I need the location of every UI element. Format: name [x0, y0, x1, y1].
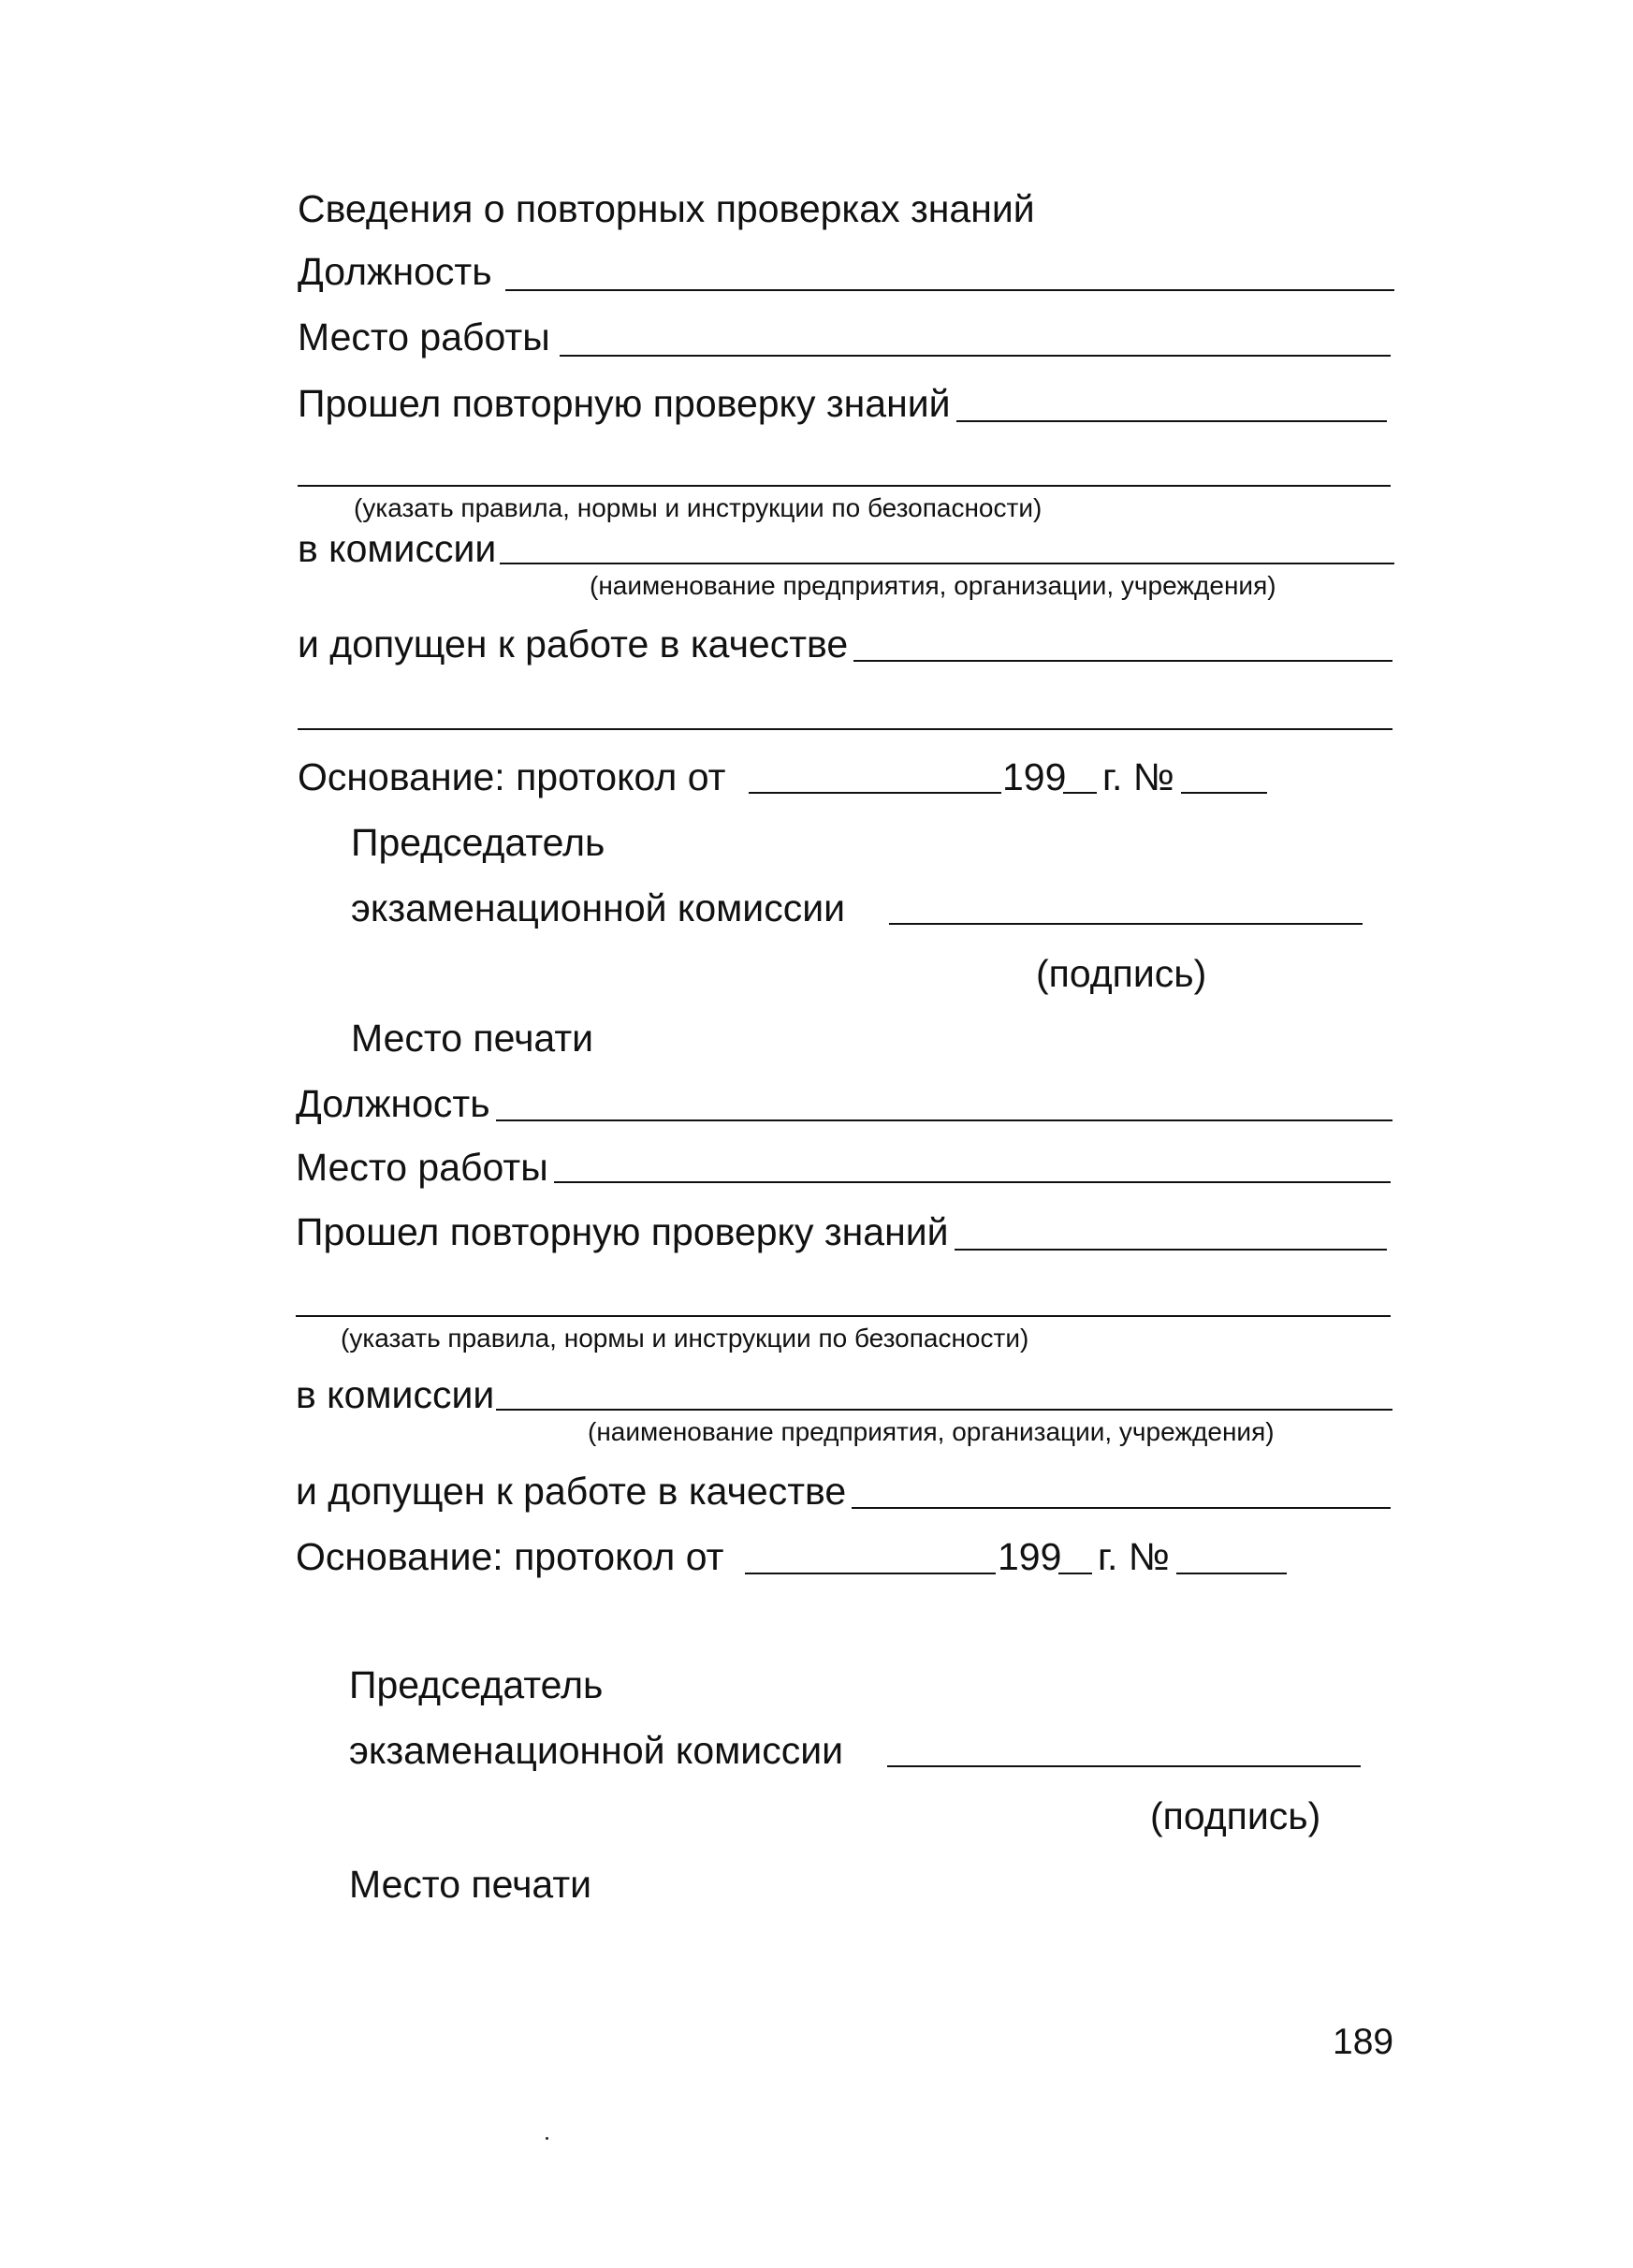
- workplace-field[interactable]: [554, 1181, 1391, 1183]
- seal-label: Место печати: [351, 1017, 594, 1060]
- protocol-number-field[interactable]: [1181, 792, 1267, 794]
- page-number: 189: [1333, 2022, 1394, 2062]
- exam-commission-label: экзаменационной комиссии: [349, 1729, 844, 1772]
- org-hint: (наименование предприятия, организации, учреждения): [588, 1417, 1275, 1446]
- protocol-number-label: г. №: [1102, 755, 1174, 798]
- basis-label: Основание: протокол от: [296, 1535, 724, 1578]
- year-label: 199: [1002, 755, 1067, 798]
- protocol-number-field[interactable]: [1176, 1573, 1287, 1574]
- seal-label: Место печати: [349, 1863, 592, 1906]
- exam-commission-label: экзаменационной комиссии: [351, 886, 846, 929]
- year-label: 199: [998, 1535, 1062, 1578]
- admitted-field[interactable]: [853, 660, 1392, 662]
- admitted-label: и допущен к работе в качестве: [296, 1470, 847, 1513]
- position-label: Должность: [298, 250, 492, 293]
- passed-field[interactable]: [955, 1249, 1387, 1251]
- commission-label: в комиссии: [296, 1373, 495, 1416]
- year-field[interactable]: [1058, 1573, 1092, 1574]
- scan-speck: [546, 2137, 548, 2140]
- passed-field[interactable]: [956, 420, 1387, 422]
- rules-hint: (указать правила, нормы и инструкции по безопасности): [354, 493, 1042, 522]
- signature-field[interactable]: [887, 1765, 1361, 1767]
- rules-field[interactable]: [298, 485, 1391, 487]
- passed-label: Прошел повторную проверку знаний: [298, 382, 951, 425]
- protocol-number-label: г. №: [1098, 1535, 1170, 1578]
- workplace-label: Место работы: [298, 315, 550, 358]
- year-field[interactable]: [1063, 792, 1097, 794]
- protocol-date-field[interactable]: [745, 1573, 996, 1574]
- chairman-label: Председатель: [351, 821, 605, 864]
- signature-field[interactable]: [889, 923, 1363, 925]
- position-field[interactable]: [496, 1119, 1392, 1121]
- workplace-label: Место работы: [296, 1146, 548, 1189]
- rules-field[interactable]: [296, 1315, 1391, 1317]
- position-field[interactable]: [505, 289, 1394, 291]
- admitted-label: и допущен к работе в качестве: [298, 622, 849, 666]
- rules-hint: (указать правила, нормы и инструкции по безопасности): [341, 1324, 1029, 1353]
- passed-label: Прошел повторную проверку знаний: [296, 1210, 949, 1253]
- org-hint: (наименование предприятия, организации, учреждения): [590, 571, 1276, 600]
- admitted-field[interactable]: [852, 1507, 1391, 1509]
- workplace-field[interactable]: [560, 355, 1391, 357]
- position-label: Должность: [296, 1082, 490, 1125]
- commission-label: в комиссии: [298, 527, 497, 570]
- protocol-date-field[interactable]: [749, 792, 1001, 794]
- chairman-label: Председатель: [349, 1663, 604, 1706]
- commission-field[interactable]: [500, 563, 1394, 564]
- signature-hint: (подпись): [1036, 952, 1207, 995]
- commission-field[interactable]: [496, 1409, 1392, 1411]
- page-title: Сведения о повторных проверках знаний: [298, 187, 1035, 230]
- basis-label: Основание: протокол от: [298, 755, 726, 798]
- admitted-field-continued[interactable]: [298, 728, 1392, 730]
- signature-hint: (подпись): [1150, 1794, 1321, 1837]
